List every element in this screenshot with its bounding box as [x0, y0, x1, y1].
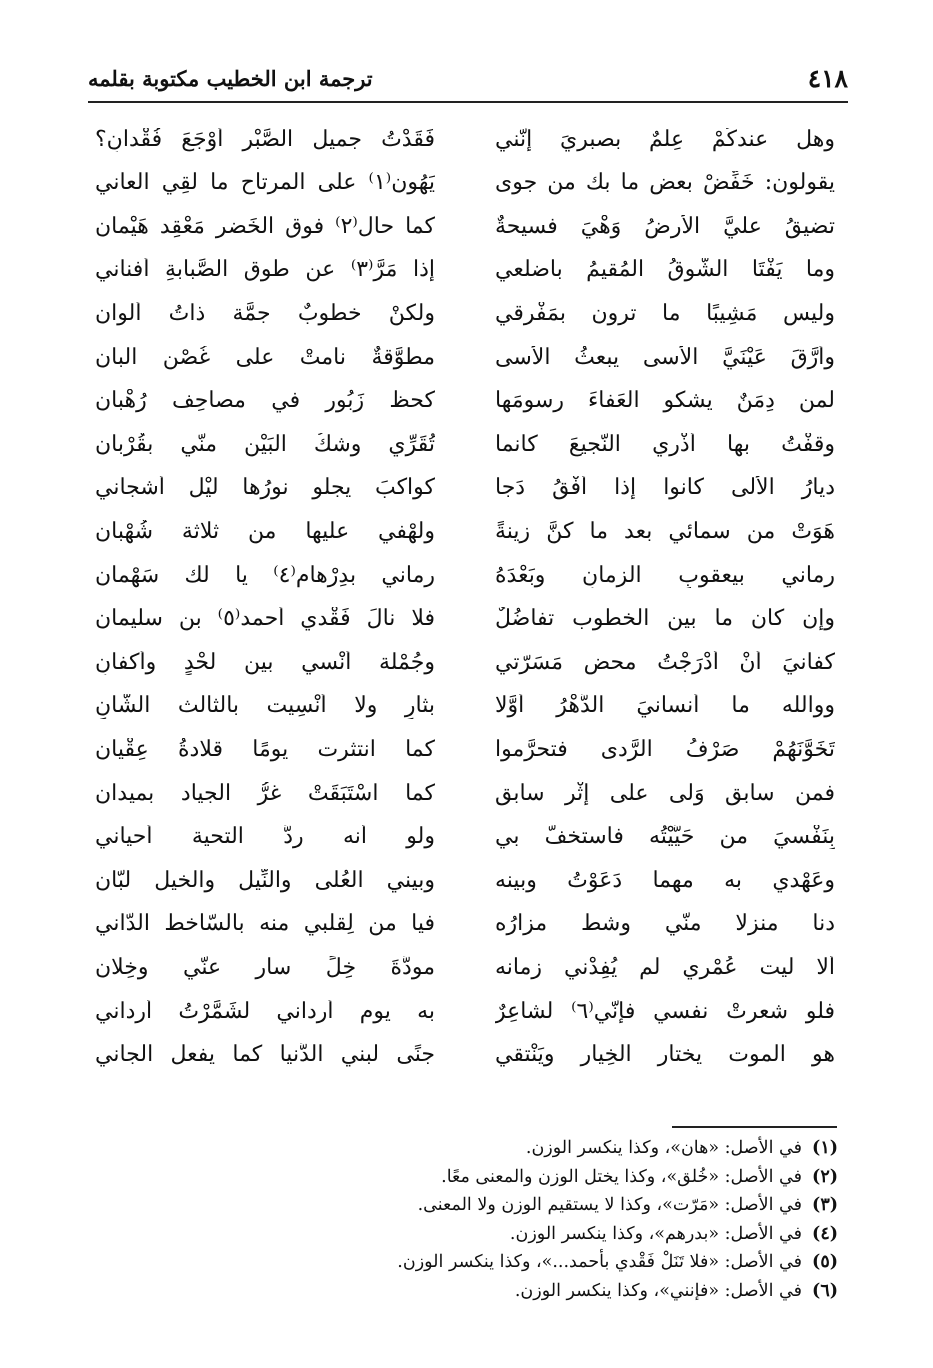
first-hemistich: يقولون: خَفِّضْ بعض ما بك من جوى — [495, 171, 835, 196]
verse-line — [95, 685, 835, 729]
second-hemistich: إذا مَرَّ⁽٣⁾ عن طوق الصَّبابةِ أفناني — [95, 258, 435, 283]
second-hemistich: كما اسْتَبَقَتْ غرُّ الجياد بميدان — [95, 781, 435, 806]
second-hemistich: كما انتثرت يومًا قلادةُ عِقْيان — [95, 738, 435, 763]
first-hemistich: تضيقُ عليَّ الأرضُ وَهْيَ فسيحةٌ — [495, 214, 835, 239]
verse-line — [95, 859, 835, 903]
first-hemistich: فلو شعرتْ نفسي فإنّي⁽٦⁾ لشاعِرٌ — [495, 999, 835, 1024]
verse-line — [95, 1033, 835, 1077]
header-rule — [88, 101, 848, 103]
second-hemistich: تُقَرِّي وشكُ البَيْن منّي بقُرْبان — [95, 432, 435, 457]
first-hemistich: تَخَوَّنَهُمْ صَرْفُ الرَّدى فتحرَّموا — [495, 738, 835, 763]
first-hemistich: ديارُ الأُلى كانوا إذا أُفْقُ دَجا — [495, 476, 835, 501]
first-hemistich: وأرَّقَ عَيْنَيَّ الأسى يبعثُ الأسى — [495, 345, 835, 370]
footnote-text: في الأصل: «هان»، وكذا ينكسر الوزن. — [525, 1138, 802, 1158]
verse-line — [95, 467, 835, 511]
second-hemistich: كما حال⁽٢⁾ فوق الخَضر مَعْقِد هَيْمان — [95, 214, 435, 239]
footnote-number: (٢) — [812, 1166, 838, 1187]
footnotes — [98, 1134, 838, 1305]
footnote-number: (٥) — [812, 1252, 838, 1272]
verse-line — [95, 118, 835, 162]
second-hemistich: يَهُون⁽١⁾ على المرتاح ما لَقِي العاني — [95, 171, 435, 196]
second-hemistich: كواكبَ يجلو نورُها لَيْل أشجاني — [95, 476, 435, 501]
second-hemistich: ولَهْفي عليها من ثلاثة شُهْبان — [95, 520, 435, 545]
footnote-number: (٤) — [812, 1223, 838, 1244]
second-hemistich: فَقَدْتُ جميل الصَّبْر أوْجَعَ فُقْدانِ؟ — [95, 127, 435, 152]
first-hemistich: فمن سابقٍ وَلَّى على إثْر سابقٍ — [495, 781, 835, 806]
second-hemistich: وجُمْلة أُنْسي بين لَحْدٍ وأكفانِ — [95, 650, 435, 675]
verse-line — [95, 423, 835, 467]
verse-line — [95, 554, 835, 598]
footnote — [98, 1134, 838, 1163]
footnote — [98, 1191, 838, 1220]
footnote-number: (٦) — [812, 1280, 838, 1301]
footnote-number: (٣) — [812, 1195, 838, 1215]
running-title: ترجمة ابن الخطيب مكتوبة بقلمه — [88, 66, 373, 91]
verse-line — [95, 903, 835, 947]
first-hemistich: وما يَفْتَأُ الشَّوقُ المُقيمُ بأضلعي — [495, 258, 835, 283]
verse-line — [95, 510, 835, 554]
second-hemistich: فيا من لِقلبي منه بالسّاخط الدّاني — [95, 912, 435, 937]
first-hemistich: وهل عندكُمْ عِلْمٌ بصبريَ إنّني — [495, 127, 835, 152]
second-hemistich: وبيني العُلى والنِّيل والخيل لُبّان — [95, 868, 435, 893]
first-hemistich: هو الموت يختار الخِيار ويَنْتقي — [495, 1043, 835, 1068]
verse-line — [95, 162, 835, 206]
footnote-text: في الأصل: «فإنني»، وكذا ينكسر الوزن. — [514, 1280, 802, 1301]
verse-line — [95, 205, 835, 249]
footnote-separator — [672, 1126, 837, 1128]
second-hemistich: ولكنْ خطوبٌ جمَّة ذاتُ ألوان — [95, 302, 435, 327]
verse-line — [95, 380, 835, 424]
verse-line — [95, 728, 835, 772]
second-hemistich: مودَّةَ خِلٍّ سار عنّي وخِلّان — [95, 955, 435, 980]
footnote-text: في الأصل: «بدرهم»، وكذا ينكسر الوزن. — [509, 1223, 802, 1244]
second-hemistich: ولو أنه ردُّ التحية أحياني — [95, 825, 435, 850]
second-hemistich: به يوم أرداني لشَمَّرْتُ أرداني — [95, 999, 435, 1024]
page-number: ٤١٨ — [807, 64, 848, 93]
footnote-text: في الأصل: «خُلق»، وكذا يختل الوزن والمعنى معًا. — [441, 1166, 802, 1187]
footnote — [98, 1277, 838, 1306]
first-hemistich: وإن كان ما بين الخطوب تفاضُلٌ — [495, 607, 835, 632]
verse-line — [95, 772, 835, 816]
first-hemistich: ألا ليت عُمْري لم يُفِدْني زمانه — [495, 955, 835, 980]
footnote — [98, 1248, 838, 1277]
second-hemistich: فلا نالَ فَقْدي أحمد⁽٥⁾ بن سليمان — [95, 607, 435, 632]
first-hemistich: وقفْتُ بها أذْرِي النَّجيعَ كأنما — [495, 432, 835, 457]
second-hemistich: كحظِّ زَبُور في مصاحِف رُهْبان — [95, 389, 435, 414]
verse-line — [95, 336, 835, 380]
verse-line — [95, 990, 835, 1034]
footnote — [98, 1163, 838, 1192]
second-hemistich: بثأرٍ ولا أُنْسِيت بالثالث الشّانِ — [95, 694, 435, 719]
verse-line — [95, 249, 835, 293]
first-hemistich: لمن دِمَنٌ يشكو العَفاءَ رسومَها — [495, 389, 835, 414]
second-hemistich: رماني بدِرْهام⁽٤⁾ يا لك سَهْمان — [95, 563, 435, 588]
second-hemistich: جنًى لبني الدُّنيا كما يفعل الجاني — [95, 1043, 435, 1068]
first-hemistich: رماني بيعقوبِ الزمانِ وبَعْدَهُ — [495, 563, 835, 588]
second-hemistich: مطوَّقةٌ نامتْ على غُصْن البان — [95, 345, 435, 370]
verse-line — [95, 816, 835, 860]
first-hemistich: هَوَتْ من سمائي بعد ما كنَّ زينةً — [495, 520, 835, 545]
footnote-text: في الأصل: «مَرّت»، وكذا لا يستقيم الوزن ولا المعنى. — [417, 1195, 802, 1215]
footnote-text: في الأصل: «فلا تَنَلْ فَقْدي بأحمد...»، وكذا ينكسر الوزن. — [397, 1252, 802, 1272]
verse-line — [95, 641, 835, 685]
first-hemistich: وعَهْدي به مهما دَعَوْتُ وبينه — [495, 868, 835, 893]
verse-line — [95, 292, 835, 336]
verse-line — [95, 598, 835, 642]
first-hemistich: ووالله ما أنسانيَ الدَّهْرُ أوَّلًا — [495, 694, 835, 719]
poem-verses — [95, 118, 835, 1077]
footnote-number: (١) — [812, 1138, 838, 1158]
first-hemistich: كفانيَ أنْ أدْرَجْتُ محض مَسَرّتي — [495, 650, 835, 675]
verse-line — [95, 946, 835, 990]
page-header — [88, 60, 848, 100]
footnote — [98, 1220, 838, 1249]
first-hemistich: بِنَفْسيَ من حَيَّيْتُه فاستخفَّ بي — [495, 825, 835, 850]
first-hemistich: وليس مَشِيبًا ما ترون بمَفْرقي — [495, 302, 835, 327]
first-hemistich: دنا منزلًا منّي وشطَّ مزارُه — [495, 912, 835, 937]
